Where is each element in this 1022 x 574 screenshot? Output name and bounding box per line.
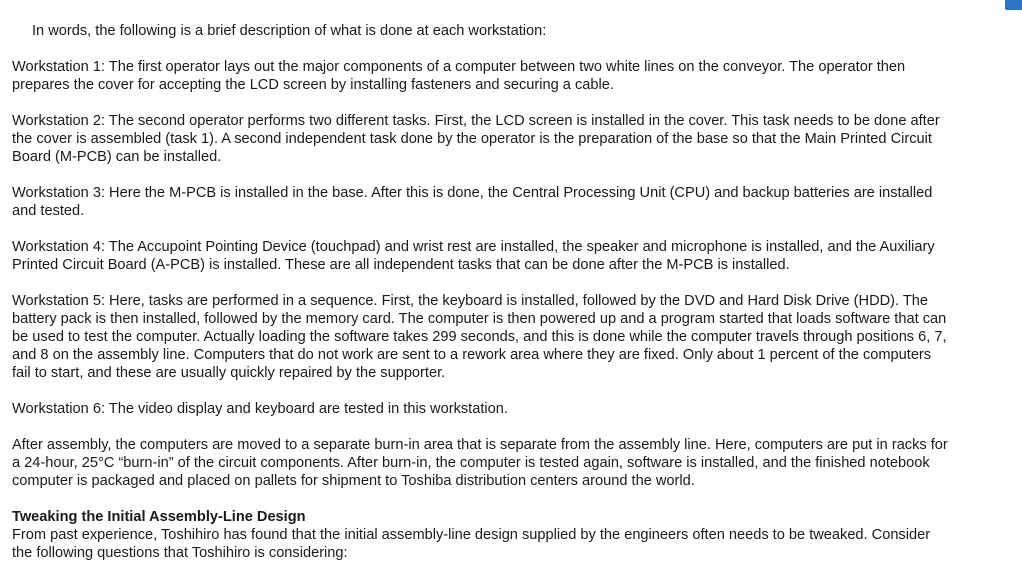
workstation-6-text: Workstation 6: The video display and keyboard are tested in this workstation. [12, 401, 508, 417]
workstation-3-text: Workstation 3: Here the M-PCB is installed in the base. After this is done, the Central Processing Unit (CPU) and backup batteries are installed and tested. [12, 185, 933, 219]
document-body [12, 22, 952, 562]
workstation-2-text: Workstation 2: The second operator performs two different tasks. First, the LCD screen is installed in the cover. This task needs to be done after the cover is assembled (task 1). A second independent task done by the operator is the preparation of the base so that the Main Printed Circuit Board (M-PCB) can be installed. [12, 113, 940, 165]
workstation-5-text: Workstation 5: Here, tasks are performed in a sequence. First, the keyboard is installed, followed by the DVD and Hard Disk Drive (HDD). The battery pack is then installed, followed by the memory card. The computer is then powered up and a program started that loads software that can be used to test the computer. Actually loading the software takes 299 seconds, and this is done while the computer travels through positions 6, 7, and 8 on the assembly line. Computers that do not work are sent to a rework area where they are fixed. Only about 1 percent of the computers fail to start, and these are usually quickly repaired by the supporter. [12, 293, 947, 381]
tweaking-section [12, 508, 952, 562]
section-heading: Tweaking the Initial Assembly-Line Design [12, 509, 306, 525]
workstation-1-text: Workstation 1: The first operator lays out the major components of a computer between two white lines on the conveyor. The operator then prepares the cover for accepting the LCD screen by installing fasteners and securing a cable. [12, 59, 906, 93]
intro-text: In words, the following is a brief description of what is done at each workstation: [32, 23, 547, 39]
workstation-4-text: Workstation 4: The Accupoint Pointing Device (touchpad) and wrist rest are installed, the speaker and microphone is installed, and the Auxiliary Printed Circuit Board (A-PCB) is installed. These are all independent tasks that can be done after the M-PCB is installed. [12, 239, 935, 273]
section-text: From past experience, Toshihiro has found that the initial assembly-line design supplied by the engineers often needs to be tweaked. Consider the following questions that Toshihiro is considering: [12, 527, 931, 561]
burn-in-text: After assembly, the computers are moved to a separate burn-in area that is separate from the assembly line. Here, computers are put in racks for a 24-hour, 25°C “burn-in” of the circuit components. After burn-in, the computer is tested again, software is installed, and the finished notebook computer is packaged and placed on pallets for shipment to Toshiba distribution centers around the world. [12, 437, 948, 489]
scroll-indicator-tab [1005, 0, 1022, 10]
